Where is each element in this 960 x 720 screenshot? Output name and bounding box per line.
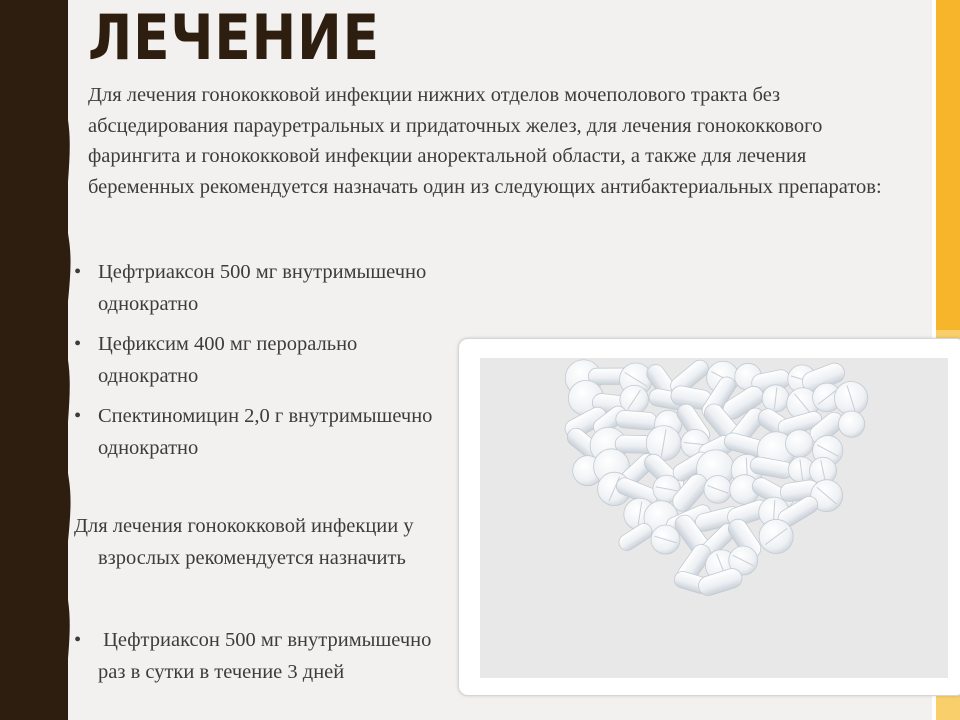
bullet-icon: • <box>74 333 82 355</box>
list-item-line1: Цефиксим 400 мг перорально <box>98 333 358 355</box>
list-item <box>74 400 494 464</box>
drug-list-1 <box>74 256 494 472</box>
oval-pill <box>615 410 658 431</box>
drug-list-2 <box>74 624 474 688</box>
list-item-line2: однократно <box>98 293 199 315</box>
list-item-line2: однократно <box>98 437 199 459</box>
paragraph-line1: Для лечения гонококковой инфекции у <box>74 515 414 537</box>
list-item-line1: Цефтриаксон 500 мг внутримышечно <box>98 629 432 651</box>
list-item-line2: однократно <box>98 365 199 387</box>
intro-paragraph: Для лечения гонококковой инфекции нижних отделов мочеполового тракта без абсцедирования парауретральных и придаточных желез, для лечения гонококкового фарингита и гонококковой инфекции аноректальной области, а также для лечения беременных рекомендуется назначать один из следующих антибактериальных препаратов: <box>88 84 882 198</box>
pills-heart-photo <box>480 358 948 678</box>
list-item <box>74 256 494 320</box>
list-item-line1: Цефтриаксон 500 мг внутримышечно <box>98 261 427 283</box>
paragraph-line2: взрослых рекомендуется назначить <box>98 547 406 569</box>
list-item <box>74 624 474 688</box>
slide-title: ЛЕЧЕНИЕ <box>88 1 380 74</box>
round-pill <box>785 430 813 458</box>
list-item-line2: раз в сутки в течение 3 дней <box>98 661 345 683</box>
bullet-icon: • <box>74 261 82 283</box>
adult-treatment-paragraph <box>74 510 474 574</box>
heart-of-pills-image <box>480 358 948 678</box>
list-item-line1: Спектиномицин 2,0 г внутримышечно <box>98 405 433 427</box>
list-item <box>74 328 494 392</box>
right-accent-band-top <box>936 0 960 330</box>
bullet-icon: • <box>74 629 82 651</box>
round-pill <box>838 411 864 437</box>
bullet-icon: • <box>74 405 82 427</box>
